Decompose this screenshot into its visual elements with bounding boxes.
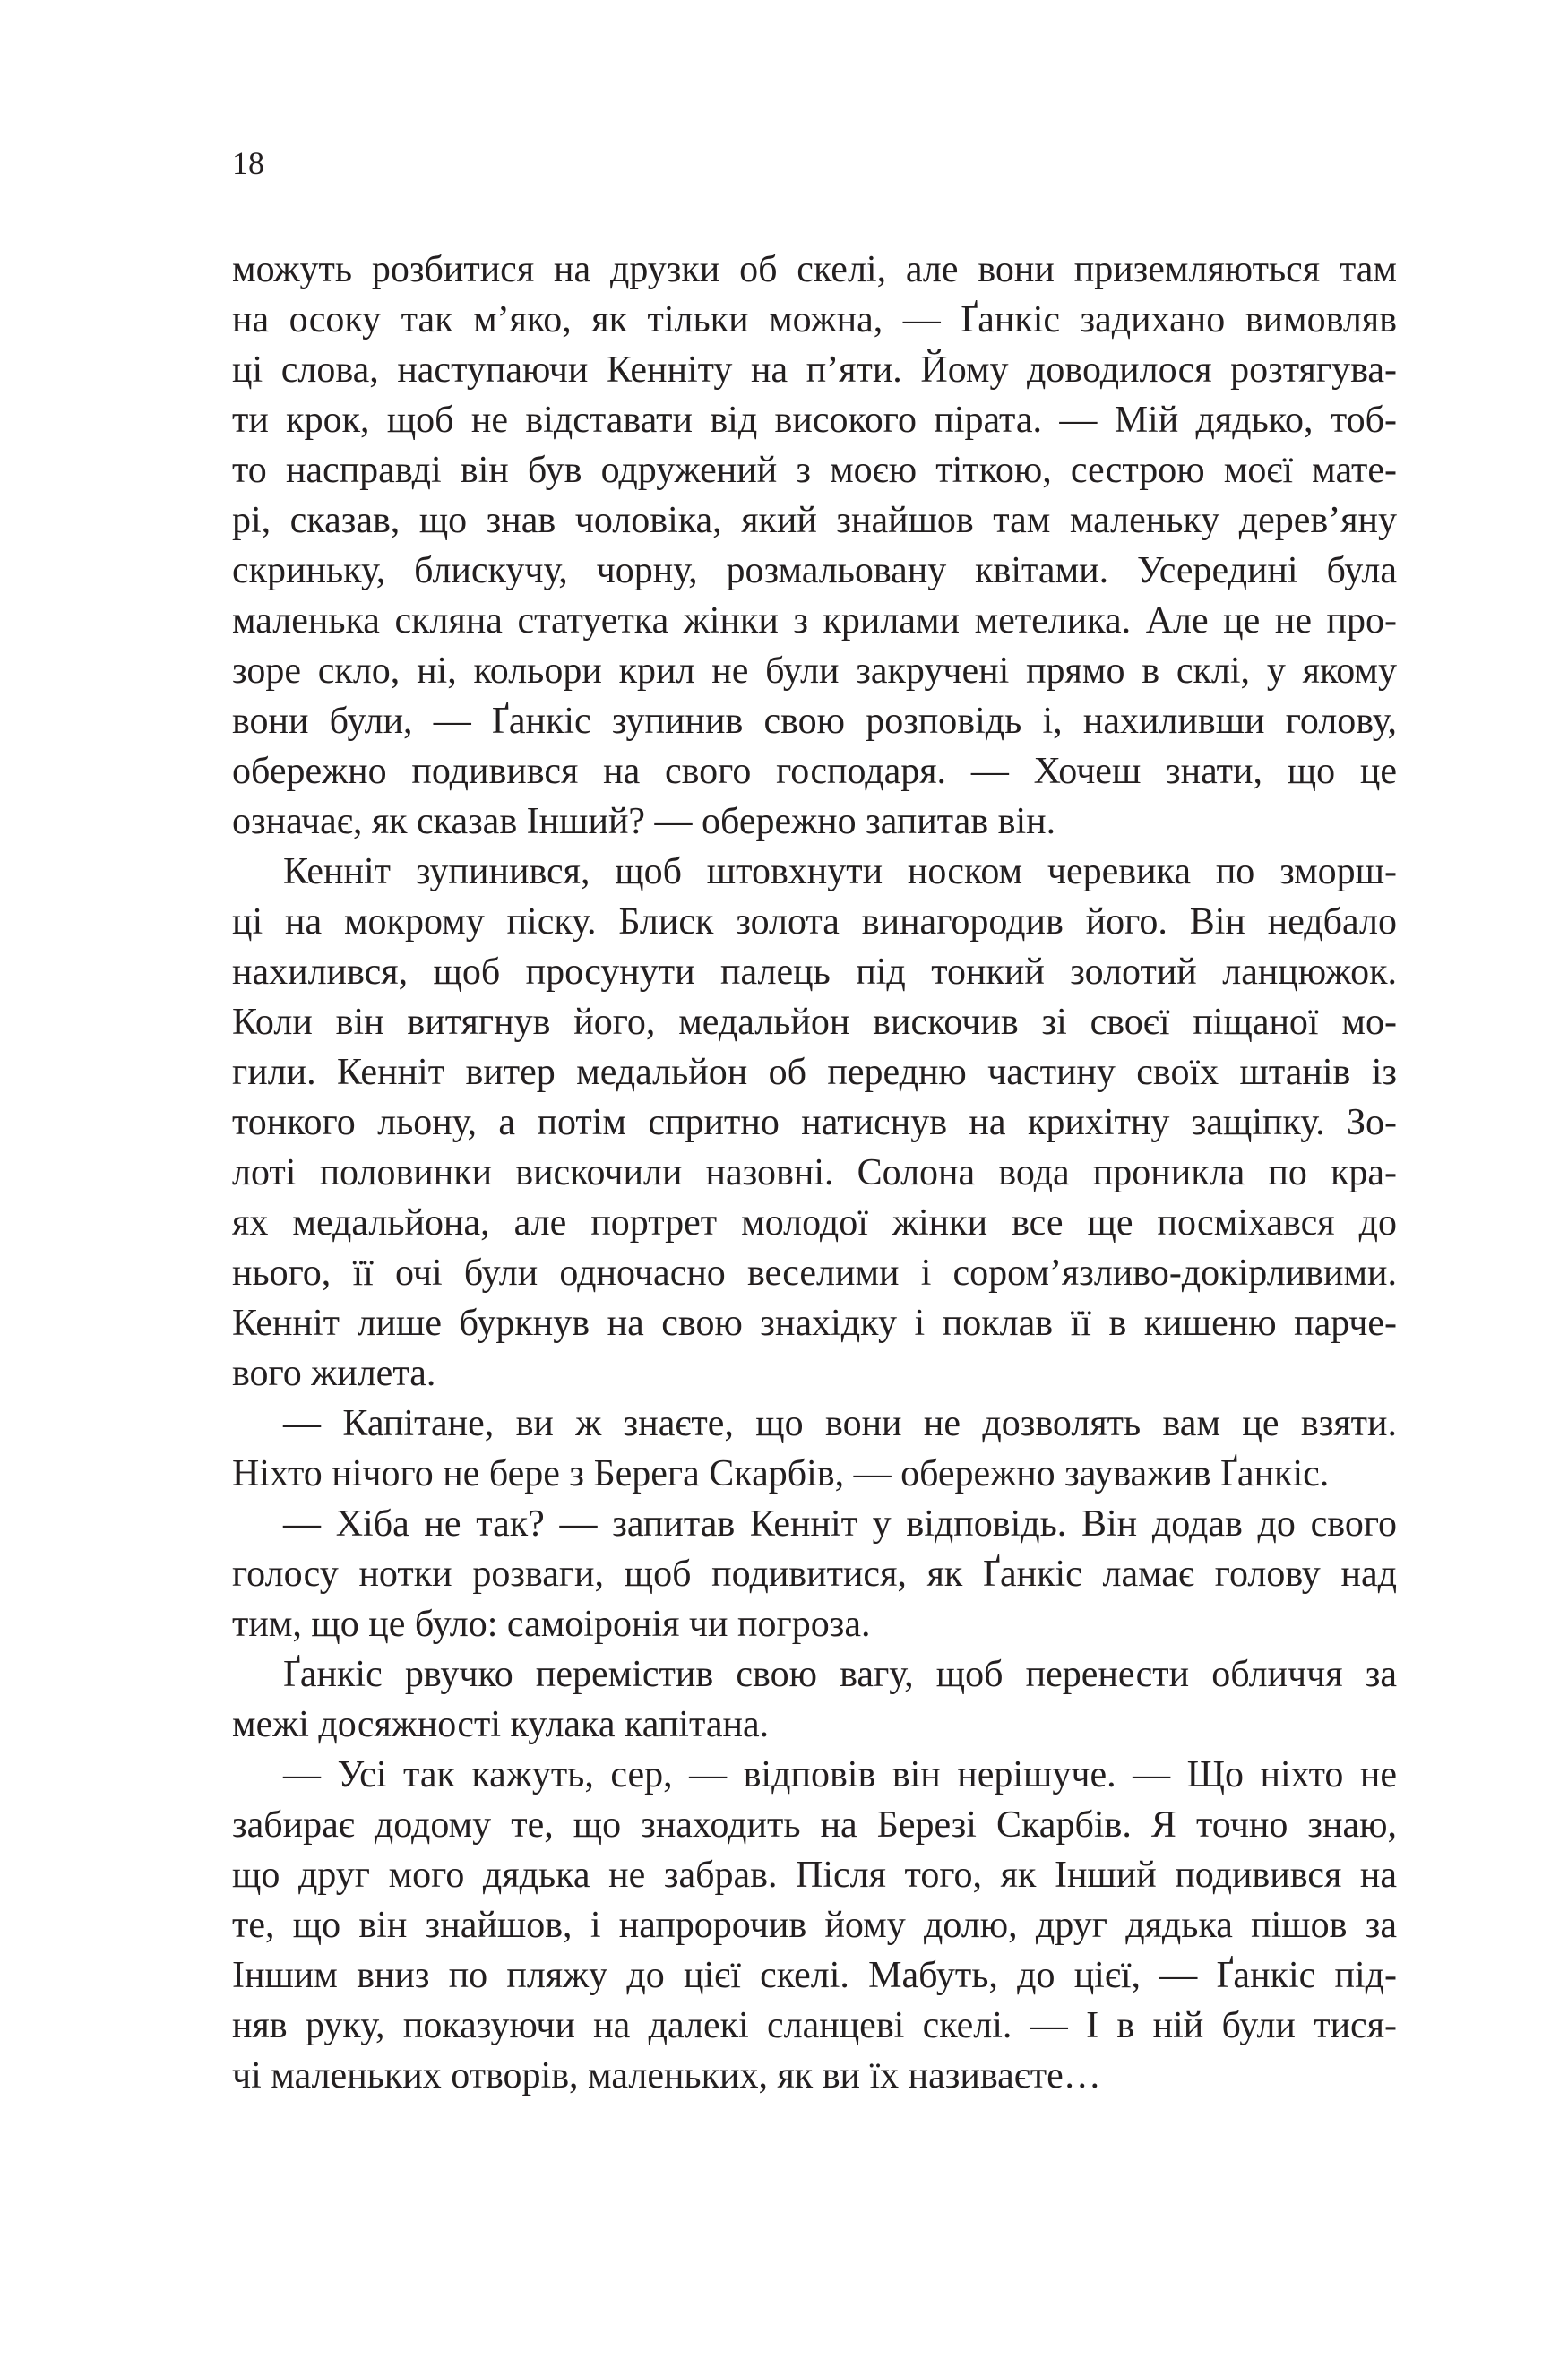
text-line: рі, сказав, що знав чоловіка, який знайшов там маленьку дерев’яну	[232, 500, 1397, 541]
text-line: Кенніт зупинився, щоб штовхнути носком черевика по зморш-	[283, 851, 1397, 892]
text-line: нахилився, щоб просунути палець під тонкий золотий ланцюжок.	[232, 951, 1397, 993]
text-line: на осоку так м’яко, як тільки можна, — Ґанкіс задихано вимовляв	[232, 299, 1397, 340]
text-line: ці на мокрому піску. Блиск золота винагородив його. Він недбало	[232, 901, 1397, 943]
text-line: означає, як сказав Інший? — обережно запитав він.	[232, 801, 1056, 842]
text-line: то насправді він був одружений з моєю тіткою, сестрою моєї мате-	[232, 450, 1397, 491]
text-line: Ніхто нічого не бере з Берега Скарбів, — обережно зауважив Ґанкіс.	[232, 1453, 1330, 1494]
text-line: що друг мого дядька не забрав. Після того, як Інший подивився на	[232, 1855, 1397, 1896]
text-line: Кенніт лише буркнув на свою знахідку і поклав її в кишеню парче-	[232, 1303, 1397, 1344]
text-line: няв руку, показуючи на далекі сланцеві скелі. — І в ній були тися-	[232, 2005, 1397, 2046]
page-number: 18	[232, 145, 264, 181]
text-line: ці слова, наступаючи Кенніту на п’яти. Йому доводилося розтягува-	[232, 349, 1397, 391]
text-line: гили. Кенніт витер медальйон об передню частину своїх штанів із	[232, 1052, 1397, 1093]
text-line: нього, її очі були одночасно веселими і сором’язливо-докірливими.	[232, 1253, 1397, 1294]
text-line: межі досяжності кулака капітана.	[232, 1704, 770, 1745]
text-line: ти крок, щоб не відставати від високого пірата. — Мій дядько, тоб-	[232, 400, 1397, 441]
text-line: Ґанкіс рвучко перемістив свою вагу, щоб перенести обличчя за	[283, 1654, 1397, 1695]
text-line: чі маленьких отворів, маленьких, як ви їх називаєте…	[232, 2055, 1101, 2096]
text-line: — Хіба не так? — запитав Кенніт у відповідь. Він додав до свого	[283, 1503, 1397, 1545]
text-line: вого жилета.	[232, 1353, 436, 1394]
body-text	[232, 245, 1397, 2101]
text-line: голосу нотки розваги, щоб подивитися, як Ґанкіс ламає голову над	[232, 1554, 1397, 1595]
text-line: — Усі так кажуть, сер, — відповів він нерішуче. — Що ніхто не	[283, 1754, 1397, 1795]
text-line: Іншим вниз по пляжу до цієї скелі. Мабуть, до цієї, — Ґанкіс під-	[232, 1955, 1397, 1996]
text-line: те, що він знайшов, і напророчив йому долю, друг дядька пішов за	[232, 1905, 1397, 1946]
text-line: маленька скляна статуетка жінки з крилами метелика. Але це не про-	[232, 600, 1397, 641]
text-line: тим, що це було: самоіронія чи погроза.	[232, 1604, 871, 1645]
text-line: обережно подивився на свого господаря. — Хочеш знати, що це	[232, 751, 1397, 792]
text-line: лоті половинки вискочили назовні. Солона вода проникла по кра-	[232, 1152, 1397, 1193]
text-line: можуть розбитися на друзки об скелі, але вони приземляються там	[232, 249, 1397, 290]
text-line: ях медальйона, але портрет молодої жінки все ще посміхався до	[232, 1202, 1397, 1244]
text-line: зоре скло, ні, кольори крил не були закручені прямо в склі, у якому	[232, 650, 1397, 692]
text-line: вони були, — Ґанкіс зупинив свою розповідь і, нахиливши голову,	[232, 701, 1397, 742]
text-line: — Капітане, ви ж знаєте, що вони не дозволять вам це взяти.	[283, 1403, 1397, 1444]
text-line: забирає додому те, що знаходить на Березі Скарбів. Я точно знаю,	[232, 1804, 1397, 1846]
text-line: Коли він витягнув його, медальйон вискочив зі своєї піщаної мо-	[232, 1002, 1397, 1043]
text-line: скриньку, блискучу, чорну, розмальовану квітами. Усередині була	[232, 550, 1397, 591]
text-line: тонкого льону, а потім спритно натиснув на крихітну защіпку. Зо-	[232, 1102, 1397, 1143]
